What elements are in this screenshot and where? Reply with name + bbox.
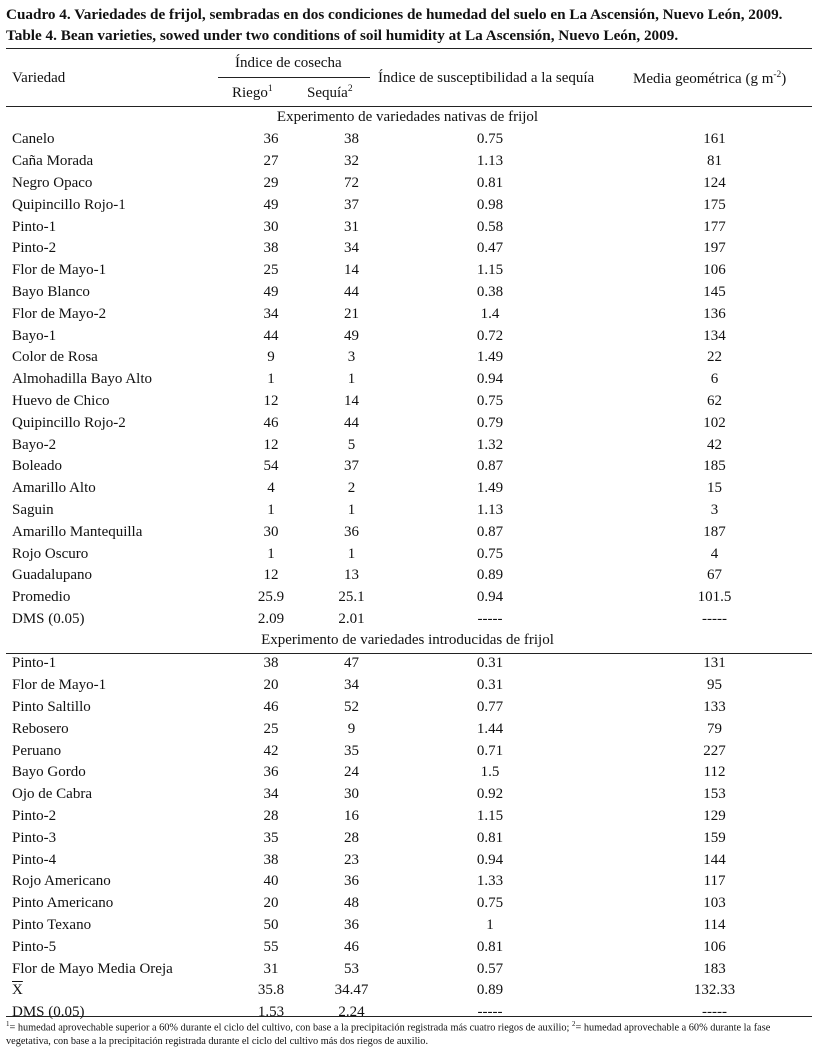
cell-media-geometrica: 187 (703, 523, 726, 540)
cell-susceptibilidad: 0.79 (476, 414, 504, 431)
cell-susceptibilidad: 1.49 (476, 480, 504, 497)
cell-variedad: Bayo Blanco (12, 283, 90, 300)
cell-riego: 1 (267, 371, 275, 388)
cell-riego: 40 (263, 873, 279, 890)
table-nativas (0, 129, 815, 630)
cell-sequia: 9 (347, 720, 356, 737)
cell-media-geometrica: 197 (703, 240, 726, 257)
cell-variedad: Pinto-5 (12, 938, 57, 955)
cell-susceptibilidad: 0.75 (476, 545, 504, 562)
header-sequia: Sequía$^2$ (307, 84, 353, 101)
table-row (0, 173, 815, 195)
cell-sequia: 25.1 (338, 589, 365, 606)
cell-susceptibilidad: 0.58 (476, 218, 504, 235)
header-riego: Riego$^1$ (232, 84, 273, 101)
cell-sequia: 36 (344, 873, 359, 890)
table-row (0, 456, 815, 478)
section-title-nativas: Experimento de variedades nativas de frijol (276, 109, 539, 125)
cell-susceptibilidad: 0.71 (476, 742, 504, 759)
cell-susceptibilidad: 0.75 (476, 392, 504, 409)
cell-riego: 4 (267, 480, 275, 497)
cell-sequia: 37 (344, 458, 359, 475)
cell-sequia: 23 (344, 851, 359, 868)
top-rule (6, 48, 812, 49)
cell-susceptibilidad: 0.47 (476, 240, 504, 257)
cell-sequia: 48 (344, 895, 359, 912)
cell-variedad: Saguin (12, 501, 54, 518)
cell-sequia: 35 (344, 742, 359, 759)
cell-variedad: Negro Opaco (12, 174, 93, 191)
cell-sequia: 34 (344, 240, 359, 257)
section-title-introducidas: Experimento de variedades introducidas de frijol (261, 632, 554, 648)
cell-variedad: Ojo de Cabra (12, 786, 92, 803)
cell-sequia: 52 (344, 698, 359, 715)
cell-riego: 12 (263, 567, 279, 584)
header-bottom-rule (6, 106, 812, 107)
cell-riego: 9 (267, 349, 275, 366)
cell-sequia: 21 (344, 305, 359, 322)
header-media-geometrica: Media geométrica (g $m^{-2}$) (633, 70, 787, 87)
cell-sequia: 44 (344, 414, 359, 431)
cell-sequia: 14 (344, 392, 359, 409)
cell-riego: 49 (263, 196, 279, 213)
cell-variedad: Amarillo Mantequilla (12, 523, 143, 540)
cell-riego: 27 (263, 153, 279, 170)
cell-susceptibilidad: 0.57 (476, 960, 504, 977)
cell-sequia: 1 (347, 501, 356, 518)
table-row (0, 871, 815, 893)
cell-media-geometrica: 3 (710, 501, 719, 518)
cell-riego: 30 (263, 218, 279, 235)
table-row (0, 936, 815, 958)
cell-susceptibilidad: 0.81 (476, 938, 504, 955)
cell-media-geometrica: 183 (703, 960, 726, 977)
caption-spanish: Cuadro 4. Variedades de frijol, sembradas en dos condiciones de humedad del suelo en La Ascensión, Nuevo León, 2009. (6, 6, 783, 23)
cell-variedad: Caña Morada (12, 153, 94, 170)
cell-sequia: 34.47 (334, 982, 369, 999)
table-row (0, 827, 815, 849)
table-row (0, 543, 815, 565)
table-row (0, 697, 815, 719)
cell-media-geometrica: 15 (707, 480, 722, 497)
cell-variedad: Guadalupano (12, 567, 92, 584)
table-row (0, 391, 815, 413)
cell-variedad: Peruano (12, 742, 62, 759)
cell-media-geometrica: 81 (707, 153, 722, 170)
cell-riego: 36 (263, 131, 279, 148)
table-row (0, 500, 815, 522)
cell-media-geometrica: 22 (707, 349, 722, 366)
cell-media-geometrica: 185 (703, 458, 726, 475)
cell-variedad: Canelo (12, 131, 55, 148)
header-sub-rule (218, 77, 370, 78)
cell-susceptibilidad: ----- (477, 610, 503, 627)
cell-riego: 12 (263, 392, 279, 409)
cell-susceptibilidad: 0.94 (476, 851, 504, 868)
caption-english: Table 4. Bean varieties, sowed under two conditions of soil humidity at La Ascensión, Nuevo León, 2009. (6, 27, 679, 44)
cell-variedad: Quipincillo Rojo-2 (12, 414, 126, 431)
footnote: $^1$= humedad aprovechable superior a 60% durante el ciclo del cultivo, con base a la precipitación registrada más cuatro riegos de auxilio; $^2$= humedad aprovechable a 60% durante la fase vegetativa, con base a la precipitación registrada durante el ciclo del cultivo más dos riegos de auxilio. (6, 1020, 771, 1048)
cell-riego: 44 (263, 327, 279, 344)
cell-variedad: Bayo-2 (12, 436, 57, 453)
cell-variedad: Flor de Mayo-2 (12, 305, 107, 322)
cell-media-geometrica: 101.5 (697, 589, 732, 606)
cell-media-geometrica: 114 (703, 916, 726, 933)
cell-riego: 42 (263, 742, 279, 759)
cell-susceptibilidad: 1.13 (476, 501, 504, 518)
cell-susceptibilidad: 1.32 (476, 436, 504, 453)
cell-media-geometrica: 159 (703, 829, 726, 846)
cell-susceptibilidad: 0.87 (476, 523, 504, 540)
table-row (0, 762, 815, 784)
table-row (0, 369, 815, 391)
table-captions (6, 4, 811, 46)
cell-media-geometrica: 227 (703, 742, 726, 759)
cell-variedad: Pinto Saltillo (12, 698, 91, 715)
cell-media-geometrica: 132.33 (693, 982, 736, 999)
cell-riego: 25.9 (257, 589, 285, 606)
table-row (0, 216, 815, 238)
cell-media-geometrica: 129 (703, 807, 726, 824)
table-row (0, 806, 815, 828)
cell-media-geometrica: 106 (703, 938, 726, 955)
cell-media-geometrica: 112 (703, 764, 726, 781)
cell-susceptibilidad: 0.98 (476, 196, 504, 213)
cell-susceptibilidad: 1.13 (476, 153, 504, 170)
cell-variedad: Almohadilla Bayo Alto (12, 371, 152, 388)
table-row (0, 325, 815, 347)
cell-variedad: DMS (0.05) (12, 610, 85, 627)
cell-variedad: Huevo de Chico (12, 392, 110, 409)
table-row (0, 151, 815, 173)
cell-susceptibilidad: 0.77 (476, 698, 504, 715)
table-row (0, 478, 815, 500)
cell-sequia: 13 (344, 567, 359, 584)
table-row (0, 238, 815, 260)
cell-susceptibilidad: 1.33 (476, 873, 504, 890)
table-row (0, 653, 815, 675)
cell-media-geometrica: 124 (703, 174, 726, 191)
cell-media-geometrica: ----- (702, 610, 727, 627)
cell-riego: 12 (263, 436, 279, 453)
cell-sequia: 3 (347, 349, 356, 366)
cell-variedad: Rebosero (12, 720, 69, 737)
cell-media-geometrica: 106 (703, 262, 726, 279)
header-variedad: Variedad (12, 70, 66, 86)
cell-susceptibilidad: 0.72 (476, 327, 504, 344)
cell-sequia: 36 (344, 916, 359, 933)
cell-media-geometrica: 175 (703, 196, 726, 213)
cell-sequia: 49 (344, 327, 359, 344)
table-row (0, 587, 815, 609)
cell-susceptibilidad: 1.4 (480, 305, 500, 322)
table-introducidas (0, 653, 815, 1024)
cell-sequia: 1 (347, 545, 356, 562)
table-row (0, 565, 815, 587)
cell-media-geometrica: 79 (707, 720, 722, 737)
cell-variedad: Pinto-2 (12, 807, 57, 824)
cell-riego: 29 (263, 174, 279, 191)
cell-variedad: Bayo-1 (12, 327, 57, 344)
cell-variedad: Flor de Mayo Media Oreja (12, 960, 173, 977)
cell-sequia: 38 (344, 131, 359, 148)
table-row (0, 609, 815, 631)
cell-susceptibilidad: 0.94 (476, 371, 504, 388)
cell-susceptibilidad: 0.89 (476, 567, 504, 584)
cell-sequia: 34 (344, 677, 359, 694)
table-row (0, 434, 815, 456)
cell-susceptibilidad: ----- (477, 1004, 503, 1021)
cell-variedad: Rojo Oscuro (12, 545, 89, 562)
cell-riego: 38 (263, 655, 279, 672)
cell-variedad: Pinto-2 (12, 240, 57, 257)
cell-media-geometrica: 102 (703, 414, 726, 431)
cell-variedad: Pinto-1 (12, 218, 57, 235)
cell-riego: 38 (263, 240, 279, 257)
header-susceptibilidad: Índice de susceptibilidad a la sequía (378, 70, 595, 86)
cell-sequia: 31 (344, 218, 359, 235)
table-row (0, 958, 815, 980)
cell-riego: 54 (263, 458, 279, 475)
cell-media-geometrica: 117 (703, 873, 726, 890)
table-row (0, 260, 815, 282)
cell-riego: 30 (263, 523, 279, 540)
cell-susceptibilidad: 1.15 (476, 807, 504, 824)
cell-riego: 55 (263, 938, 279, 955)
table-row (0, 784, 815, 806)
cell-riego: 46 (263, 414, 279, 431)
cell-susceptibilidad: 1 (486, 916, 494, 933)
table-row (0, 521, 815, 543)
cell-riego: 35 (263, 829, 279, 846)
cell-sequia: 32 (344, 153, 359, 170)
table-row (0, 893, 815, 915)
table-row (0, 980, 815, 1002)
cell-media-geometrica: 133 (703, 698, 726, 715)
cell-media-geometrica: 42 (707, 436, 722, 453)
table-row (0, 675, 815, 697)
cell-variedad: Quipincillo Rojo-1 (12, 196, 126, 213)
cell-sequia: 72 (344, 174, 359, 191)
cell-sequia: 16 (344, 807, 359, 824)
cell-media-geometrica: 67 (707, 567, 722, 584)
cell-sequia: 36 (344, 523, 359, 540)
cell-media-geometrica: 144 (703, 851, 726, 868)
cell-susceptibilidad: 0.92 (476, 786, 504, 803)
cell-susceptibilidad: 0.94 (476, 589, 504, 606)
table-row (0, 718, 815, 740)
cell-susceptibilidad: 0.31 (476, 677, 504, 694)
cell-susceptibilidad: 0.75 (476, 895, 504, 912)
cell-riego: 31 (263, 960, 279, 977)
table-row (0, 282, 815, 304)
cell-media-geometrica: 136 (703, 305, 726, 322)
cell-riego: 1 (267, 501, 275, 518)
cell-susceptibilidad: 1.44 (476, 720, 504, 737)
cell-riego: 36 (263, 764, 279, 781)
cell-sequia: 5 (347, 436, 356, 453)
cell-riego: 49 (263, 283, 279, 300)
cell-sequia: 47 (344, 655, 359, 672)
cell-variedad: $\overline{X}$ (12, 982, 23, 999)
cell-media-geometrica: 95 (707, 677, 722, 694)
table-row (0, 915, 815, 937)
table-row (0, 347, 815, 369)
cell-sequia: 14 (344, 262, 359, 279)
cell-media-geometrica: 4 (710, 545, 719, 562)
table-row (0, 849, 815, 871)
cell-sequia: 24 (344, 764, 359, 781)
cell-sequia: 46 (344, 938, 359, 955)
cell-riego: 1.53 (257, 1004, 285, 1021)
cell-variedad: DMS (0.05) (12, 1004, 85, 1021)
cell-susceptibilidad: 0.81 (476, 829, 504, 846)
cell-riego: 2.09 (257, 610, 285, 627)
cell-riego: 46 (263, 698, 279, 715)
cell-variedad: Bayo Gordo (12, 764, 86, 781)
cell-riego: 35.8 (257, 982, 285, 999)
cell-variedad: Promedio (12, 589, 71, 606)
cell-sequia: 37 (344, 196, 359, 213)
cell-sequia: 53 (344, 960, 359, 977)
header-indice-cosecha: Índice de cosecha (235, 55, 342, 71)
cell-sequia: 2.24 (338, 1004, 365, 1021)
cell-variedad: Pinto-4 (12, 851, 57, 868)
cell-susceptibilidad: 0.87 (476, 458, 504, 475)
cell-sequia: 1 (347, 371, 356, 388)
cell-susceptibilidad: 1.49 (476, 349, 504, 366)
cell-variedad: Flor de Mayo-1 (12, 677, 107, 694)
cell-variedad: Boleado (12, 458, 62, 475)
cell-variedad: Pinto Texano (12, 916, 92, 933)
cell-susceptibilidad: 0.31 (476, 655, 504, 672)
cell-susceptibilidad: 0.89 (476, 982, 504, 999)
cell-sequia: 2.01 (338, 610, 365, 627)
cell-variedad: Color de Rosa (12, 349, 98, 366)
cell-susceptibilidad: 0.81 (476, 174, 504, 191)
cell-riego: 34 (263, 305, 279, 322)
cell-media-geometrica: 145 (703, 283, 726, 300)
cell-susceptibilidad: 0.75 (476, 131, 504, 148)
cell-riego: 25 (263, 262, 279, 279)
cell-sequia: 44 (344, 283, 359, 300)
cell-riego: 20 (263, 677, 279, 694)
table-row (0, 412, 815, 434)
cell-variedad: Pinto Americano (12, 895, 114, 912)
cell-variedad: Rojo Americano (12, 873, 111, 890)
cell-media-geometrica: 103 (703, 895, 726, 912)
cell-media-geometrica: 177 (703, 218, 726, 235)
cell-riego: 25 (263, 720, 279, 737)
cell-riego: 28 (263, 807, 279, 824)
cell-media-geometrica: 131 (703, 655, 726, 672)
cell-media-geometrica: ----- (702, 1004, 727, 1021)
cell-riego: 1 (267, 545, 275, 562)
cell-variedad: Flor de Mayo-1 (12, 262, 107, 279)
cell-riego: 38 (263, 851, 279, 868)
cell-sequia: 28 (344, 829, 359, 846)
cell-variedad: Amarillo Alto (12, 480, 96, 497)
cell-susceptibilidad: 1.5 (480, 764, 500, 781)
cell-media-geometrica: 153 (703, 786, 726, 803)
cell-media-geometrica: 161 (703, 131, 726, 148)
cell-media-geometrica: 6 (710, 371, 719, 388)
cell-media-geometrica: 62 (707, 392, 722, 409)
cell-susceptibilidad: 0.38 (476, 283, 504, 300)
cell-variedad: Pinto-3 (12, 829, 57, 846)
cell-sequia: 2 (347, 480, 356, 497)
cell-media-geometrica: 134 (703, 327, 726, 344)
cell-variedad: Pinto-1 (12, 655, 57, 672)
cell-sequia: 30 (344, 786, 359, 803)
table-row (0, 740, 815, 762)
cell-riego: 34 (263, 786, 279, 803)
table-row (0, 303, 815, 325)
table-row (0, 194, 815, 216)
table-row (0, 129, 815, 151)
cell-susceptibilidad: 1.15 (476, 262, 504, 279)
cell-riego: 20 (263, 895, 279, 912)
cell-riego: 50 (263, 916, 279, 933)
